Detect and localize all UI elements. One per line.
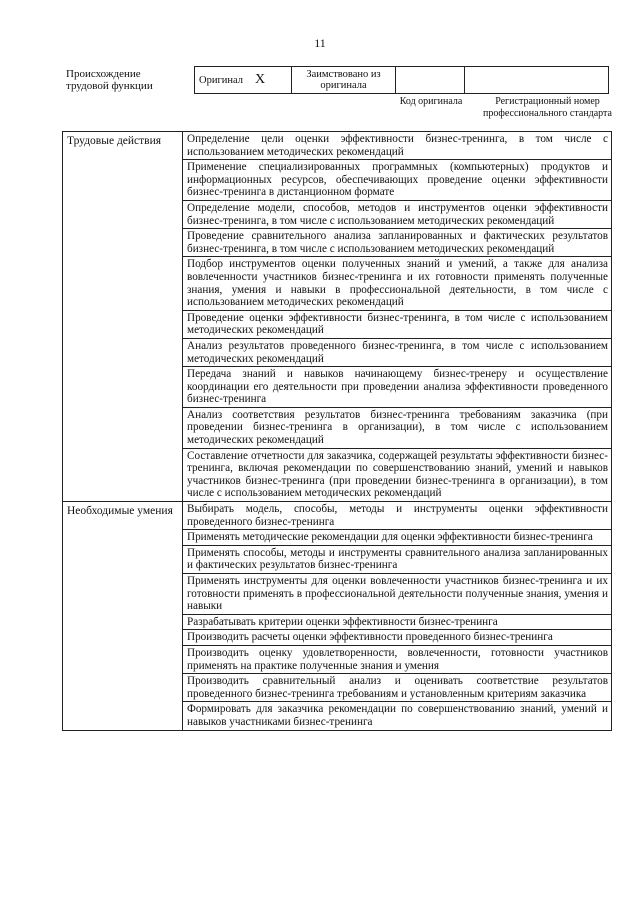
list-item: Производить сравнительный анализ и оценивать соответствие результатов проведенного бизнес-тренинга требованиям и установленным критериям заказчика: [183, 674, 612, 702]
list-item: Подбор инструментов оценки полученных знаний и умений, а также для анализа вовлеченности участников бизнес-тренинга и их готовности применять полученные знания, умения и навыки в профессиональной деятельности, в том числе с использованием методических рекомендаций: [183, 257, 612, 310]
list-item: Применение специализированных программных (компьютерных) продуктов и информационных ресурсов, обеспечивающих проведение оценки эффективности бизнес-тренинга в дистанционном формате: [183, 160, 612, 201]
reg-number-cell: [465, 67, 609, 94]
list-item: Формировать для заказчика рекомендации по совершенствованию знаний, умений и навыков участниками бизнес-тренинга: [183, 702, 612, 730]
list-item: Определение цели оценки эффективности бизнес-тренинга, в том числе с использованием методических рекомендаций: [183, 132, 612, 160]
origin-table: [194, 66, 609, 94]
borrowed-label: Заимствовано из оригинала: [292, 67, 396, 94]
list-item: Разрабатывать критерии оценки эффективности бизнес-тренинга: [183, 614, 612, 630]
page-number: 11: [314, 36, 326, 50]
code-cell: [396, 67, 465, 94]
list-item: Составление отчетности для заказчика, содержащей результаты эффективности бизнес-тренинга, включая рекомендации по совершенствованию знаний, умений и навыков участников бизнес-тренинга (при проведении бизнес-тренинга в организации), в том числе с использованием методических рекомендаций: [183, 448, 612, 501]
list-item: Производить расчеты оценки эффективности проведенного бизнес-тренинга: [183, 630, 612, 646]
list-item: Выбирать модель, способы, методы и инструменты оценки эффективности проведенного бизнес-тренинга: [183, 502, 612, 530]
list-item: Анализ соответствия результатов бизнес-тренинга требованиям заказчика (при проведении бизнес-тренинга в организации), в том числе с использованием методических рекомендаций: [183, 407, 612, 448]
original-cell: [195, 67, 292, 94]
section-title: Трудовые действия: [63, 132, 183, 502]
original-mark: X: [255, 72, 266, 87]
list-item: Передача знаний и навыков начинающему бизнес-тренеру и осуществление координации его деятельности при проведении анализа эффективности проведенного бизнес-тренинга: [183, 367, 612, 408]
function-table: [62, 131, 612, 731]
table-row: [63, 132, 612, 160]
list-item: Применять методические рекомендации для оценки эффективности бизнес-тренинга: [183, 530, 612, 546]
section-title: Необходимые умения: [63, 502, 183, 731]
list-item: Проведение сравнительного анализа запланированных и фактических результатов бизнес-тренинга, в том числе с использованием методических рекомендаций: [183, 229, 612, 257]
reg-caption: Регистрационный номер профессионального стандарта: [483, 96, 612, 119]
code-caption: Код оригинала: [399, 96, 463, 107]
list-item: Применять способы, методы и инструменты сравнительного анализа запланированных и фактических результатов бизнес-тренинга: [183, 545, 612, 573]
list-item: Применять инструменты для оценки вовлеченности участников бизнес-тренинга и их готовности применять в профессиональной деятельности полученные знания, умения и навыки: [183, 574, 612, 615]
list-item: Определение модели, способов, методов и инструментов оценки эффективности бизнес-тренинга, в том числе с использованием методических рекомендаций: [183, 200, 612, 228]
list-item: Анализ результатов проведенного бизнес-тренинга, в том числе с использованием методических рекомендаций: [183, 338, 612, 366]
list-item: Проведение оценки эффективности бизнес-тренинга, в том числе с использованием методических рекомендаций: [183, 310, 612, 338]
origin-label: Происхождение трудовой функции: [66, 68, 153, 92]
original-label: Оригинал: [199, 75, 243, 86]
list-item: Производить оценку удовлетворенности, вовлеченности, готовности участников применять на практике полученные знания и умения: [183, 645, 612, 673]
table-row: [63, 502, 612, 530]
